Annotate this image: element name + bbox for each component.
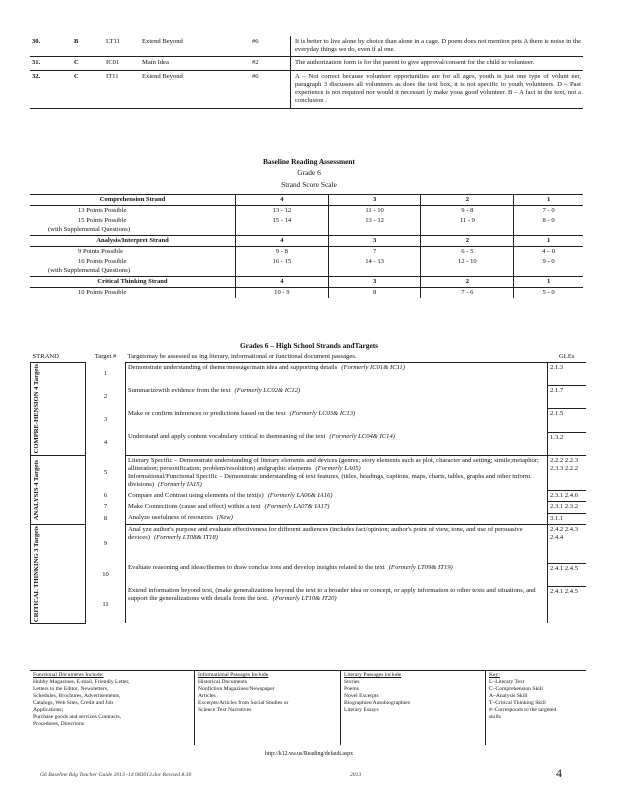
strand-group-text: CRITICAL THINKING 3 Targets bbox=[33, 525, 40, 622]
reference-url: http://k12.wa.us/Reading/default.aspx bbox=[264, 751, 354, 757]
score-range: 7 - 0 bbox=[514, 206, 583, 217]
target-number: 5 bbox=[103, 468, 108, 476]
legend-title: Key: bbox=[489, 672, 500, 678]
points-sublabel: (with Supplemental Questions) bbox=[48, 225, 131, 233]
answer-explanation: The authorization form is for the parent to give approval/consent for the child to volunteer. bbox=[291, 57, 584, 70]
score-range: 4 – 0 bbox=[514, 247, 583, 258]
legend-line: Schedules, Brochures, Advertisements, bbox=[33, 692, 121, 699]
answer-key: C bbox=[72, 70, 104, 108]
legend-column bbox=[340, 671, 488, 745]
target-row bbox=[31, 563, 587, 586]
target-gles: 3.1.1 bbox=[548, 513, 587, 524]
target-number: 10 bbox=[102, 570, 109, 578]
strand-name: Comprehension Strand bbox=[30, 195, 236, 206]
level-label: 4 bbox=[236, 235, 329, 246]
score-range: 5 - 0 bbox=[514, 288, 583, 299]
strand-header-row bbox=[30, 235, 583, 246]
legend-line: skills bbox=[489, 713, 501, 720]
level-label: 2 bbox=[421, 195, 514, 206]
score-range: 11 - 9 bbox=[421, 216, 514, 235]
target-number: 1 bbox=[103, 370, 108, 378]
target-row bbox=[31, 432, 587, 455]
target-gles: 2.4.1 2.4.5 bbox=[548, 586, 587, 623]
score-row bbox=[30, 247, 583, 258]
score-range: 14 - 13 bbox=[328, 257, 421, 276]
target-formerly: (Formerly IC01& IC11) bbox=[341, 364, 405, 372]
answer-key: B bbox=[72, 36, 104, 57]
legend-line: Articles bbox=[198, 692, 216, 699]
legend-line: Poems bbox=[344, 685, 359, 692]
answer-target: LT11 bbox=[104, 36, 140, 57]
score-range: 9 - 8 bbox=[421, 206, 514, 217]
legend-title: Informational Passages Include bbox=[198, 672, 269, 678]
target-formerly: (Formerly LA07& IA17) bbox=[264, 502, 330, 510]
answer-table bbox=[30, 36, 583, 109]
points-possible bbox=[30, 216, 236, 235]
legend-line: A–Analysis Skill bbox=[489, 692, 528, 699]
legend-line: Science Text Narratives bbox=[198, 706, 252, 713]
target-text: Literary Specific – Demonstrate understanding of literary elements and devices (genres; story elements such as plot, character and setting; simile;metaphor; alliteration; personification; problem/resolution) andgraphic elements bbox=[128, 456, 539, 472]
footer-year: 2013 bbox=[350, 772, 362, 778]
target-row bbox=[31, 502, 587, 513]
points-label: 10 Points Possible bbox=[78, 289, 127, 297]
target-gles: 2.3.1 2.3.2 bbox=[548, 502, 587, 513]
baseline-subtitle: Strand Score Scale bbox=[281, 180, 337, 189]
score-range: 8 - 0 bbox=[514, 216, 583, 235]
legend-line: C–Comprehension Skill bbox=[489, 685, 543, 692]
legend-column bbox=[30, 671, 196, 745]
points-label: 9 Points Possible bbox=[78, 248, 124, 256]
answer-strand: Extend Beyond bbox=[140, 36, 250, 57]
legend-line: Procedures, Directions bbox=[33, 720, 84, 727]
target-description bbox=[126, 524, 548, 563]
answer-strand: Extend Beyond bbox=[140, 70, 250, 108]
target-description bbox=[126, 409, 548, 432]
answer-target: IC01 bbox=[104, 57, 140, 70]
target-number: 6 bbox=[103, 492, 108, 500]
answer-number: 31. bbox=[30, 57, 72, 70]
legend-line: Applications; bbox=[33, 706, 64, 713]
points-sublabel: (with Supplemental Questions) bbox=[48, 266, 131, 274]
target-formerly: (Formerly LT08& IT18) bbox=[153, 534, 218, 541]
target-description bbox=[126, 386, 548, 409]
score-row bbox=[30, 216, 583, 235]
level-label: 1 bbox=[514, 276, 583, 287]
target-row bbox=[31, 524, 587, 563]
hdr-target: Target # bbox=[94, 353, 117, 360]
target-text: Demonstrate understanding of theme/message/main idea and supporting details bbox=[128, 364, 338, 372]
answer-gle: #6 bbox=[250, 36, 291, 57]
level-label: 3 bbox=[328, 276, 421, 287]
score-range: 6 - 5 bbox=[421, 247, 514, 258]
target-text: Understand and apply content vocabulary critical to themeaning of the text bbox=[128, 433, 326, 441]
baseline-title: Baseline Reading Assessment bbox=[263, 157, 355, 166]
target-text: Analyze usefulness of resources bbox=[128, 514, 213, 522]
target-description bbox=[126, 455, 548, 490]
target-formerly: (New) bbox=[216, 514, 233, 522]
legend-column bbox=[194, 671, 343, 745]
target-number: 7 bbox=[103, 503, 108, 511]
passage-legend bbox=[30, 670, 586, 747]
target-text: Compare and Contrast using elements of the text(s) bbox=[128, 491, 264, 499]
legend-line: Stories bbox=[344, 678, 360, 685]
level-label: 3 bbox=[328, 195, 421, 206]
level-label: 2 bbox=[421, 235, 514, 246]
legend-line: #–Corresponds to the targeted bbox=[489, 706, 557, 713]
target-description bbox=[126, 491, 548, 502]
points-possible bbox=[30, 206, 236, 217]
target-formerly: (Formerly LC03& IC13) bbox=[289, 409, 356, 417]
answer-number: 32. bbox=[30, 70, 72, 108]
target-gles: 2.1.7 bbox=[548, 386, 587, 409]
strand-header-row bbox=[30, 276, 583, 287]
page-number: 4 bbox=[556, 766, 562, 780]
answer-explanation: It is better to live alone by choice than alone in a cage. D poem does not mention pets A there is noise in the everyday things we do, even if al one. bbox=[291, 36, 584, 57]
score-range: 12 - 10 bbox=[421, 257, 514, 276]
legend-line: Historical Documents bbox=[198, 678, 247, 685]
level-label: 4 bbox=[236, 276, 329, 287]
legend-title: Functional Documents Include: bbox=[33, 672, 104, 678]
answer-strand: Main Idea bbox=[140, 57, 250, 70]
score-range: 13 - 12 bbox=[236, 206, 329, 217]
legend-line: Literary Essays bbox=[344, 706, 379, 713]
strands-table bbox=[30, 352, 586, 624]
target-row bbox=[31, 586, 587, 623]
strands-title: Grades 6 – High School Strands andTargets bbox=[239, 341, 379, 350]
target-gles: 2.3.1 2.4.6 bbox=[548, 491, 587, 502]
score-range: 11 - 10 bbox=[328, 206, 421, 217]
points-label: 15 Points Possible bbox=[78, 217, 127, 225]
points-possible bbox=[30, 257, 236, 276]
target-row bbox=[31, 455, 587, 490]
legend-line: Purchase goods and services Contracts, bbox=[33, 713, 122, 720]
score-row bbox=[30, 206, 583, 217]
answer-key: C bbox=[72, 57, 104, 70]
legend-line: Biographies/Autobiographies bbox=[344, 699, 410, 706]
target-description bbox=[126, 502, 548, 513]
score-row bbox=[30, 288, 583, 299]
target-formerly: (Formerly LT09& IT19) bbox=[388, 564, 453, 572]
answer-row bbox=[30, 57, 583, 70]
score-range: 9 - 8 bbox=[236, 247, 329, 258]
legend-column bbox=[485, 671, 592, 745]
target-row bbox=[31, 386, 587, 409]
baseline-grade: Grade 6 bbox=[297, 168, 321, 177]
target-gles: 2.4.1 2.4.5 bbox=[548, 563, 587, 586]
score-range: 7 - 6 bbox=[421, 288, 514, 299]
target-number: 9 bbox=[103, 539, 108, 547]
target-description bbox=[126, 586, 548, 623]
legend-title: Literary Passages include bbox=[344, 672, 402, 678]
target-gles: 2.4.2 2.4.3 2.4.4 bbox=[548, 524, 587, 563]
answer-target: IT11 bbox=[104, 70, 140, 108]
target-number: 4 bbox=[103, 439, 108, 447]
target-row bbox=[31, 513, 587, 524]
target-row bbox=[31, 409, 587, 432]
answer-row bbox=[30, 36, 583, 57]
strand-group-text: ANALYSIS 4 Targets bbox=[33, 459, 40, 520]
target-formerly: (Formerly LA06& IA16) bbox=[267, 491, 333, 499]
target-number: 3 bbox=[103, 416, 108, 424]
answer-row bbox=[30, 70, 583, 108]
points-label: 13 Points Possible bbox=[78, 207, 127, 215]
target-number: 11 bbox=[102, 600, 109, 608]
hdr-desc: Targetsmay be assessed us ing literary, informational or functional document passages. bbox=[127, 353, 357, 360]
legend-line: Catalogs, Web Sites, Credit and Job bbox=[33, 699, 114, 706]
strand-group-text: COMPRE-HENSION 4 Targets bbox=[33, 364, 40, 454]
legend-line: Hobby Magazines, E-mail, Friendly Letter, bbox=[33, 678, 130, 685]
target-text: Anal yze author's purpose and evaluate effectiveness for different audiences (includes fact/opinion; author's point of view, tone, and use of persuasive devices) bbox=[128, 525, 523, 541]
legend-line: Novel Excerpts bbox=[344, 692, 379, 699]
legend-line: Excerpts/Articles from Social Studies or bbox=[198, 699, 289, 706]
footer-doc: G6 Baseline Rdg Teacher Guide 2013 -14 083013.doc Revised 8.30 bbox=[40, 772, 192, 778]
target-formerly: (Formerly IA15) bbox=[158, 481, 202, 489]
target-gles: 2.2.2 2.2.3 2.3.3 2.2.2 bbox=[548, 455, 587, 490]
target-formerly: (Formerly LT10& IT20) bbox=[272, 595, 337, 603]
score-range: 8 bbox=[328, 288, 421, 299]
target-gles: 2.1.5 bbox=[548, 409, 587, 432]
target-row bbox=[31, 491, 587, 502]
score-scale-table bbox=[30, 194, 583, 298]
points-possible bbox=[30, 247, 236, 258]
score-range: 15 - 14 bbox=[236, 216, 329, 235]
level-label: 4 bbox=[236, 195, 329, 206]
target-formerly: (Formerly LA05) bbox=[315, 464, 361, 472]
target-number: 2 bbox=[103, 393, 108, 401]
target-text: Extend information beyond text, (make generalizations beyond the text to a broader idea or concept, or apply information to other texts and situations, and support the generalizations with details from the text. bbox=[128, 587, 536, 603]
points-label: 16 Points Possible bbox=[78, 258, 127, 266]
target-number: 8 bbox=[103, 514, 108, 522]
level-label: 1 bbox=[514, 235, 583, 246]
target-description bbox=[126, 363, 548, 386]
points-possible bbox=[30, 288, 236, 299]
level-label: 2 bbox=[421, 276, 514, 287]
target-description bbox=[126, 432, 548, 455]
target-text: Make or confirm inferences or predictions based on the text bbox=[128, 409, 286, 417]
level-label: 3 bbox=[328, 235, 421, 246]
target-text-informational: Informational/Functional Specific – Demonstrate understanding of text features, (titles, headings, captions, maps, charts, tables, graphs and other inform. divisions) bbox=[128, 473, 532, 489]
strand-group-label bbox=[31, 455, 86, 524]
legend-line: L–Literary Text bbox=[489, 678, 525, 685]
score-row bbox=[30, 257, 583, 276]
score-range: 16 - 15 bbox=[236, 257, 329, 276]
strand-header-row bbox=[30, 195, 583, 206]
target-text: Summarizewith evidence from the text bbox=[128, 386, 231, 394]
legend-line: T–Critical Thinking Skill bbox=[489, 699, 546, 706]
target-text: Make Connections (cause and effect) within a text bbox=[128, 502, 261, 510]
target-description bbox=[126, 513, 548, 524]
target-formerly: (Formerly LC04& IC14) bbox=[329, 433, 395, 441]
legend-line: Nonfiction Magazines/Newspaper bbox=[198, 685, 275, 692]
target-gles: 2.1.3 bbox=[548, 363, 587, 386]
target-row bbox=[31, 363, 587, 386]
target-text: Evaluate reasoning and ideas/themes to draw conclus ions and develop insights related to the text bbox=[128, 564, 385, 572]
score-range: 7 bbox=[328, 247, 421, 258]
answer-gle: #6 bbox=[250, 70, 291, 108]
level-label: 1 bbox=[514, 195, 583, 206]
strand-group-label bbox=[31, 363, 86, 455]
answer-explanation: A – Not correct because volunteer opportunities are for all ages, youth is just one type of volunt eer, paragraph 3 discusses all volunteers as does the text box, it is not specific to youth volunteers. D – Past experience is not required nor would it necessari ly make youa good volunteer. B – A fact in the text, not a conclusion . bbox=[291, 70, 584, 108]
score-range: 13 - 12 bbox=[328, 216, 421, 235]
legend-line: Letters to the Editor, Newsletters, bbox=[33, 685, 109, 692]
target-formerly: (Formerly LC02& IC12) bbox=[234, 386, 301, 394]
hdr-strand: STRAND bbox=[32, 353, 59, 360]
score-range: 10 - 9 bbox=[236, 288, 329, 299]
target-gles: 1.3.2 bbox=[548, 432, 587, 455]
strand-group-label bbox=[31, 524, 86, 623]
strand-name: Analysis/Interpret Strand bbox=[30, 235, 236, 246]
answer-number: 30. bbox=[30, 36, 72, 57]
answer-gle: #2 bbox=[250, 57, 291, 70]
score-range: 9 - 0 bbox=[514, 257, 583, 276]
strand-name: Critical Thinking Strand bbox=[30, 276, 236, 287]
target-description bbox=[126, 563, 548, 586]
hdr-gles: GLEs bbox=[559, 353, 575, 360]
